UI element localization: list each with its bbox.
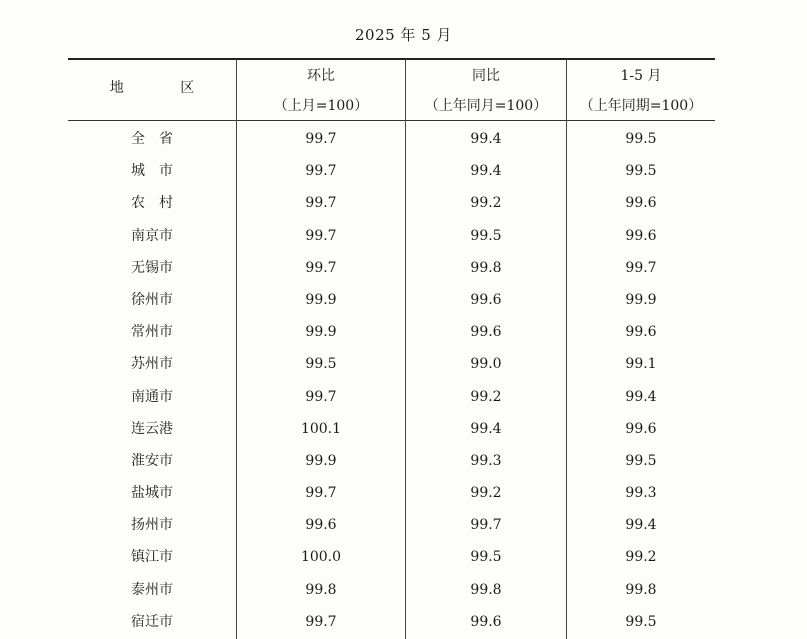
mom-cell: 99.9: [305, 291, 337, 308]
table-row: [0, 478, 807, 510]
header-region: 地 区: [109, 80, 221, 96]
ytd-cell: 99.2: [625, 549, 657, 566]
header-month-on-month-base: （上月=100）: [273, 98, 369, 114]
table-row: [0, 607, 807, 639]
mom-cell: 99.7: [305, 131, 337, 147]
yoy-cell: 99.4: [470, 420, 502, 437]
yoy-cell: 99.0: [470, 356, 502, 373]
mom-cell: 99.9: [305, 452, 337, 469]
table-row: [0, 285, 807, 317]
yoy-cell: 99.2: [470, 485, 502, 502]
region-cell: 苏州市: [131, 356, 173, 373]
region-cell: 农村: [131, 195, 187, 212]
region-cell: 南通市: [131, 388, 173, 405]
ytd-cell: 99.3: [625, 485, 657, 502]
ytd-cell: 99.4: [625, 388, 657, 405]
mom-cell: 100.1: [300, 420, 342, 437]
header-year-to-date-base: （上年同期=100）: [579, 98, 703, 114]
mom-cell: 99.9: [305, 324, 337, 341]
table-row: [0, 349, 807, 381]
header-year-on-year: [406, 62, 566, 120]
header-month-on-month: [237, 62, 405, 120]
table-row: [0, 253, 807, 285]
yoy-cell: 99.5: [470, 549, 502, 566]
ytd-cell: 99.9: [625, 291, 657, 308]
table-row: [0, 510, 807, 542]
yoy-cell: 99.4: [470, 131, 502, 147]
ytd-cell: 99.5: [625, 613, 657, 630]
region-cell: 全省: [131, 131, 187, 147]
region-cell: 宿迁市: [131, 613, 173, 630]
ytd-cell: 99.5: [625, 131, 657, 147]
yoy-cell: 99.7: [470, 517, 502, 534]
yoy-cell: 99.2: [470, 388, 502, 405]
table-row: [0, 156, 807, 188]
table-row: [0, 446, 807, 478]
yoy-cell: 99.2: [470, 195, 502, 212]
table-body: [0, 124, 807, 639]
region-cell: 镇江市: [131, 549, 173, 566]
header-year-to-date-title: 1-5 月: [620, 68, 662, 84]
ytd-cell: 99.6: [625, 324, 657, 341]
mom-cell: 99.7: [305, 163, 337, 180]
ytd-cell: 99.8: [625, 581, 657, 598]
mom-cell: 99.7: [305, 388, 337, 405]
region-cell: 淮安市: [131, 452, 173, 469]
table-row: [0, 542, 807, 574]
region-cell: 盐城市: [131, 485, 173, 502]
header-year-on-year-base: （上年同月=100）: [424, 98, 548, 114]
mom-cell: 99.5: [305, 356, 337, 373]
mom-cell: 99.7: [305, 613, 337, 630]
table-row: [0, 575, 807, 607]
header-month-on-month-title: 环比: [307, 68, 335, 84]
header-year-to-date: [567, 62, 715, 120]
yoy-cell: 99.8: [470, 259, 502, 276]
yoy-cell: 99.4: [470, 163, 502, 180]
ytd-cell: 99.6: [625, 227, 657, 244]
yoy-cell: 99.8: [470, 581, 502, 598]
mom-cell: 100.0: [300, 549, 342, 566]
region-cell: 泰州市: [131, 581, 173, 598]
yoy-cell: 99.6: [470, 613, 502, 630]
region-cell: 南京市: [131, 227, 173, 244]
mom-cell: 99.7: [305, 259, 337, 276]
table-row: [0, 382, 807, 414]
yoy-cell: 99.3: [470, 452, 502, 469]
ytd-cell: 99.1: [625, 356, 657, 373]
table-row: [0, 221, 807, 253]
ytd-cell: 99.6: [625, 195, 657, 212]
ytd-cell: 99.7: [625, 259, 657, 276]
mom-cell: 99.7: [305, 227, 337, 244]
ytd-cell: 99.5: [625, 163, 657, 180]
mom-cell: 99.6: [305, 517, 337, 534]
table-caption: 2025 年 5 月: [354, 26, 453, 44]
header-year-on-year-title: 同比: [472, 68, 500, 84]
yoy-cell: 99.5: [470, 227, 502, 244]
region-cell: 常州市: [131, 324, 173, 341]
table-top-rule: [68, 58, 715, 60]
table-row: [0, 124, 807, 156]
region-cell: 连云港: [131, 420, 173, 437]
region-cell: 徐州市: [131, 291, 173, 308]
mom-cell: 99.7: [305, 195, 337, 212]
ytd-cell: 99.5: [625, 452, 657, 469]
region-cell: 城市: [131, 163, 187, 180]
table-row: [0, 188, 807, 220]
ytd-cell: 99.4: [625, 517, 657, 534]
ytd-cell: 99.6: [625, 420, 657, 437]
table-row: [0, 414, 807, 446]
region-cell: 扬州市: [131, 517, 173, 534]
table-row: [0, 317, 807, 349]
mom-cell: 99.8: [305, 581, 337, 598]
yoy-cell: 99.6: [470, 324, 502, 341]
yoy-cell: 99.6: [470, 291, 502, 308]
region-cell: 无锡市: [131, 259, 173, 276]
mom-cell: 99.7: [305, 485, 337, 502]
table-header-rule: [68, 120, 715, 121]
